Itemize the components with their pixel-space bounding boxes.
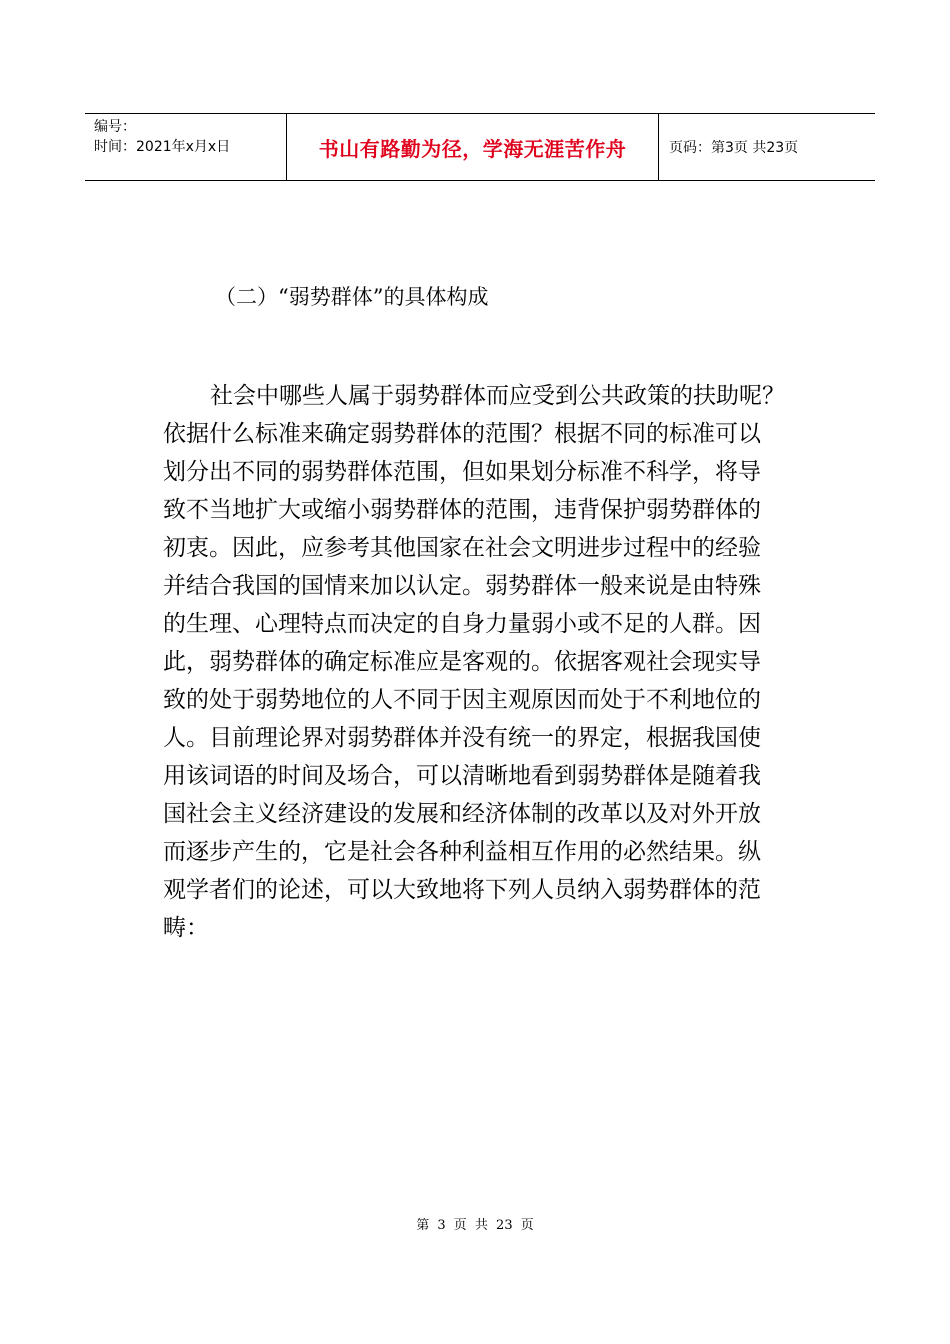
header-meta-cell (85, 114, 286, 180)
header-motto-cell (286, 114, 659, 180)
paragraph-line: 畴： (163, 915, 209, 941)
paragraph-line: 而逐步产生的，它是社会各种利益相互作用的必然结果。纵 (163, 839, 761, 865)
paragraph-line: 的生理、心理特点而决定的自身力量弱小或不足的人群。因 (163, 611, 761, 637)
paragraph-line: 致的处于弱势地位的人不同于因主观原因而处于不利地位的 (163, 687, 761, 713)
footer-page-indicator: 第 3 页 共 23 页 (416, 1218, 534, 1233)
paragraph-line: 划分出不同的弱势群体范围，但如果划分标准不科学，将导 (163, 459, 761, 485)
serial-number-label: 编号： (94, 119, 136, 135)
paragraph-line: 国社会主义经济建设的发展和经济体制的改革以及对外开放 (163, 801, 761, 827)
page-header (85, 113, 875, 181)
paragraph-line: 人。目前理论界对弱势群体并没有统一的界定，根据我国使 (163, 725, 761, 751)
paragraph-line: 观学者们的论述，可以大致地将下列人员纳入弱势群体的范 (163, 877, 761, 903)
paragraph-line: 用该词语的时间及场合，可以清晰地看到弱势群体是随着我 (163, 763, 761, 789)
page-footer (0, 1214, 950, 1233)
paragraph-line: 并结合我国的国情来加以认定。弱势群体一般来说是由特殊 (163, 573, 761, 599)
motto-text: 书山有路勤为径，学海无涯苦作舟 (318, 136, 627, 161)
paragraph-line: 初衷。因此，应参考其他国家在社会文明进步过程中的经验 (163, 535, 761, 561)
header-page-cell (659, 114, 875, 180)
page-number-label: 页码：第3页 共23页 (669, 140, 799, 156)
body-paragraph (163, 380, 803, 950)
paragraph-line: 社会中哪些人属于弱势群体而应受到公共政策的扶助呢？ (210, 383, 785, 409)
paragraph-line: 依据什么标准来确定弱势群体的范围？根据不同的标准可以 (163, 421, 761, 447)
section-heading: （二）“弱势群体”的具体构成 (215, 285, 489, 309)
paragraph-line: 此，弱势群体的确定标准应是客观的。依据客观社会现实导 (163, 649, 761, 675)
paragraph-line: 致不当地扩大或缩小弱势群体的范围，违背保护弱势群体的 (163, 497, 761, 523)
time-label: 时间：2021年x月x日 (94, 139, 231, 155)
